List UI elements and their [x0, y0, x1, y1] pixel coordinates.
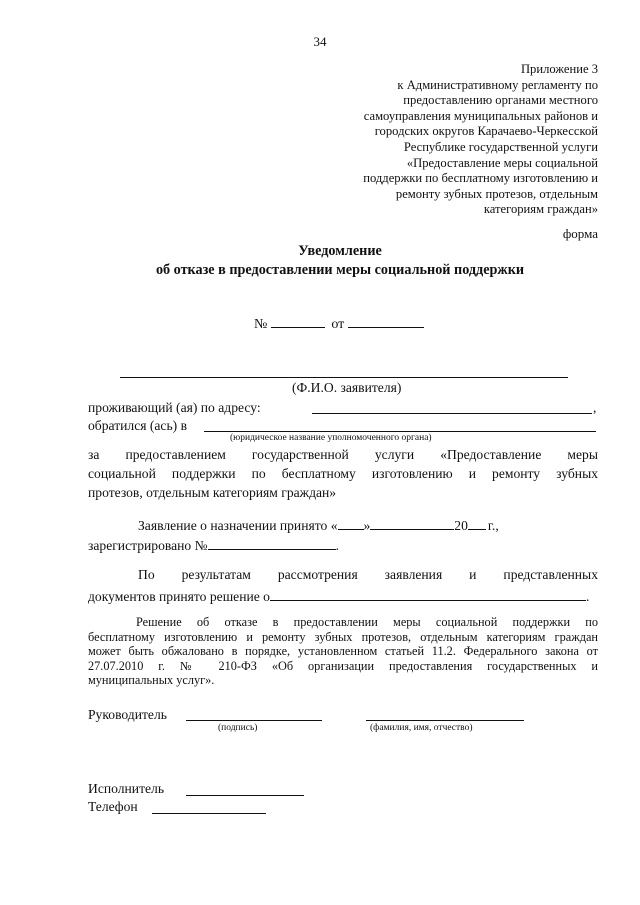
phone-field[interactable]	[152, 813, 266, 814]
appendix-line: Приложение 3	[520, 62, 598, 76]
number-label: №	[254, 317, 268, 332]
decision-end: .	[585, 589, 590, 604]
year-field[interactable]	[468, 515, 486, 530]
paragraph-line: Решение об отказе в предоставлении меры социальной поддержки по	[136, 615, 598, 629]
decision-line: По результатам рассмотрения заявления и представленных	[138, 567, 598, 582]
applied-label: обратился (ась) в	[88, 418, 188, 433]
registration-number-field[interactable]	[208, 535, 336, 550]
name-caption: (фамилия, имя, отчество)	[370, 723, 473, 733]
head-label: Руководитель	[88, 707, 167, 722]
application-text: Заявление о назначении принято «	[138, 518, 338, 533]
registration-label: зарегистрировано №	[88, 538, 208, 553]
address-field[interactable]	[312, 413, 592, 414]
date-field[interactable]	[348, 313, 424, 328]
appendix-line: самоуправления муниципальных районов и	[363, 108, 598, 123]
page-number: 34	[313, 34, 327, 49]
decision-field[interactable]	[270, 586, 586, 601]
registration-end: .	[335, 538, 340, 553]
decision-label: документов принято решение о	[88, 589, 270, 604]
signature-field[interactable]	[186, 720, 322, 721]
appendix-line: поддержки по бесплатному изготовлению и	[363, 171, 598, 186]
paragraph-line: может быть обжаловано в порядке, установленном статьей 11.2. Федерального закона от	[88, 644, 598, 659]
decision-line-2	[88, 586, 589, 605]
appendix-line: категориям граждан»	[483, 202, 598, 217]
appendix-line: городских округов Карачаево-Черкесской	[374, 124, 598, 139]
organization-caption: (юридическое название уполномоченного органа)	[230, 433, 432, 443]
appendix-line: «Предоставление меры социальной	[406, 155, 598, 170]
paragraph-line: социальной поддержки по бесплатному изготовлению и ремонту зубных	[88, 466, 598, 481]
appendix-header	[363, 62, 598, 218]
document-title: Уведомление	[298, 243, 382, 259]
date-label: от	[331, 317, 345, 332]
year-suffix: г.,	[487, 518, 499, 533]
applicant-name-field[interactable]	[120, 377, 568, 378]
paragraph-line: 27.07.2010 г. № 210-ФЗ «Об организации предоставления государственных и	[88, 658, 598, 673]
executor-field[interactable]	[186, 795, 304, 796]
appendix-line: ремонту зубных протезов, отдельным	[395, 186, 598, 201]
registration-line	[88, 535, 339, 554]
form-label: форма	[562, 226, 598, 241]
signature-caption: (подпись)	[218, 723, 258, 733]
service-paragraph	[88, 445, 598, 502]
month-field[interactable]	[370, 515, 454, 530]
number-field[interactable]	[271, 313, 325, 328]
notice-number-line	[254, 313, 424, 333]
appeal-paragraph	[88, 615, 598, 688]
head-name-field[interactable]	[366, 720, 524, 721]
executor-label: Исполнитель	[88, 781, 165, 796]
day-field[interactable]	[338, 515, 364, 530]
phone-label: Телефон	[88, 799, 138, 814]
residing-comma: ,	[593, 400, 597, 415]
appendix-line: Республике государственной услуги	[403, 139, 598, 154]
application-line	[138, 515, 499, 534]
organization-field[interactable]	[204, 431, 596, 432]
document-subtitle: об отказе в предоставлении меры социальной поддержки	[155, 262, 525, 278]
appendix-line: предоставлению органами местного	[403, 93, 598, 108]
appendix-line: к Административному регламенту по	[397, 77, 598, 92]
residing-label: проживающий (ая) по адресу:	[88, 400, 261, 415]
paragraph-line: муниципальных услуг».	[88, 673, 215, 688]
year-prefix: 20	[454, 518, 468, 533]
paragraph-line: бесплатному изготовлению и ремонту зубных протезов, отдельным категориям граждан	[88, 629, 598, 644]
quote-close: »	[363, 518, 371, 533]
paragraph-line: за предоставлением государственной услуги «Предоставление меры	[88, 447, 598, 462]
paragraph-line: протезов, отдельным категориям граждан»	[88, 485, 337, 500]
applicant-caption: (Ф.И.О. заявителя)	[292, 380, 402, 395]
